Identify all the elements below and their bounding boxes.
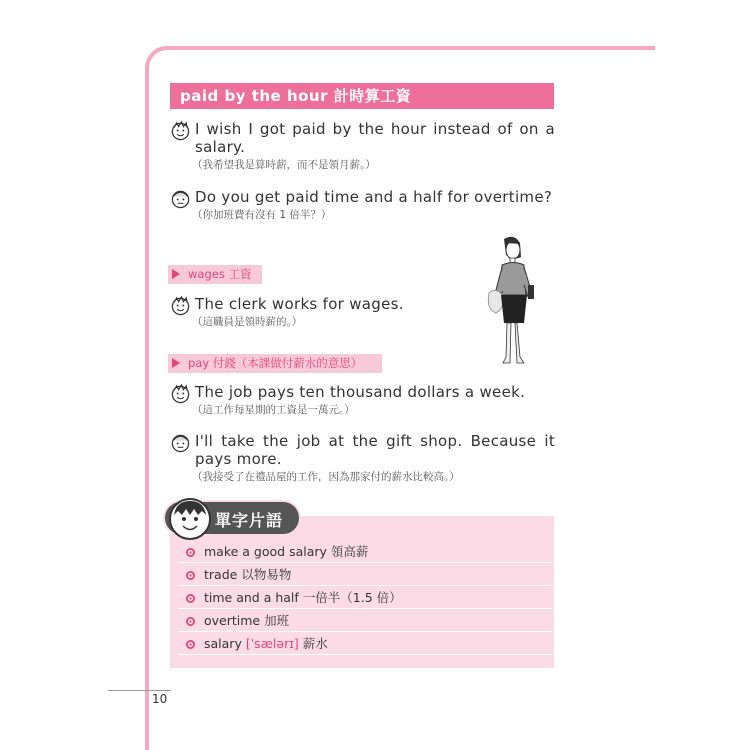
arrow-right-icon: [172, 358, 180, 368]
vocab-item: salary [ˈsælərɪ] 薪水: [178, 632, 552, 655]
sentence-english: The clerk works for wages.: [195, 295, 404, 313]
vocab-item: trade 以物易物: [178, 563, 552, 586]
sentence-english: I'll take the job at the gift shop. Because it pays more.: [195, 432, 555, 468]
page-number: 10: [152, 692, 168, 706]
vocab-title: 單字片語: [215, 511, 284, 530]
phonetic: [ˈsælərɪ]: [245, 636, 299, 651]
thinking-face-icon: [170, 432, 191, 453]
section-title: paid by the hour 計時算工資: [170, 83, 554, 109]
sentence-english: The job pays ten thousand dollars a week.: [195, 383, 526, 401]
sentence-chinese: （你加班費有沒有 1 倍半？）: [192, 209, 332, 221]
footer-rule: [108, 690, 171, 691]
happy-face-icon: [170, 295, 191, 316]
flower-bullet-icon: [186, 594, 195, 603]
boy-mascot-icon: [168, 497, 212, 541]
sentence-english: Do you get paid time and a half for overtime?: [195, 188, 553, 206]
vocab-item: make a good salary 領高薪: [178, 540, 552, 563]
subhead-pay: pay 付錢（本課做付薪水的意思）: [168, 354, 382, 373]
sentence-chinese: （這職員是領時薪的。）: [192, 316, 303, 328]
example-sentence: [170, 188, 555, 223]
vocab-item: time and a half 一倍半（1.5 倍）: [178, 586, 552, 609]
flower-bullet-icon: [186, 548, 195, 557]
flower-bullet-icon: [186, 617, 195, 626]
thinking-face-icon: [170, 188, 191, 209]
sentence-chinese: （我接受了在禮品屋的工作，因為那家付的薪水比較高。）: [192, 471, 460, 483]
subhead-wages: wages 工資: [168, 265, 262, 284]
vocab-item: overtime 加班: [178, 609, 552, 632]
example-sentence: [170, 383, 555, 418]
sentence-english: I wish I got paid by the hour instead of on a salary.: [195, 120, 555, 156]
flower-bullet-icon: [186, 640, 195, 649]
example-sentence: [170, 120, 555, 173]
arrow-right-icon: [172, 269, 180, 279]
woman-illustration: [484, 235, 544, 367]
sentence-chinese: （這工作每星期的工資是一萬元。）: [192, 404, 355, 416]
example-sentence: [170, 432, 555, 485]
sentence-chinese: （我希望我是算時薪，而不是領月薪。）: [192, 159, 376, 171]
happy-face-icon: [170, 120, 191, 141]
flower-bullet-icon: [186, 571, 195, 580]
happy-face-icon: [170, 383, 191, 404]
